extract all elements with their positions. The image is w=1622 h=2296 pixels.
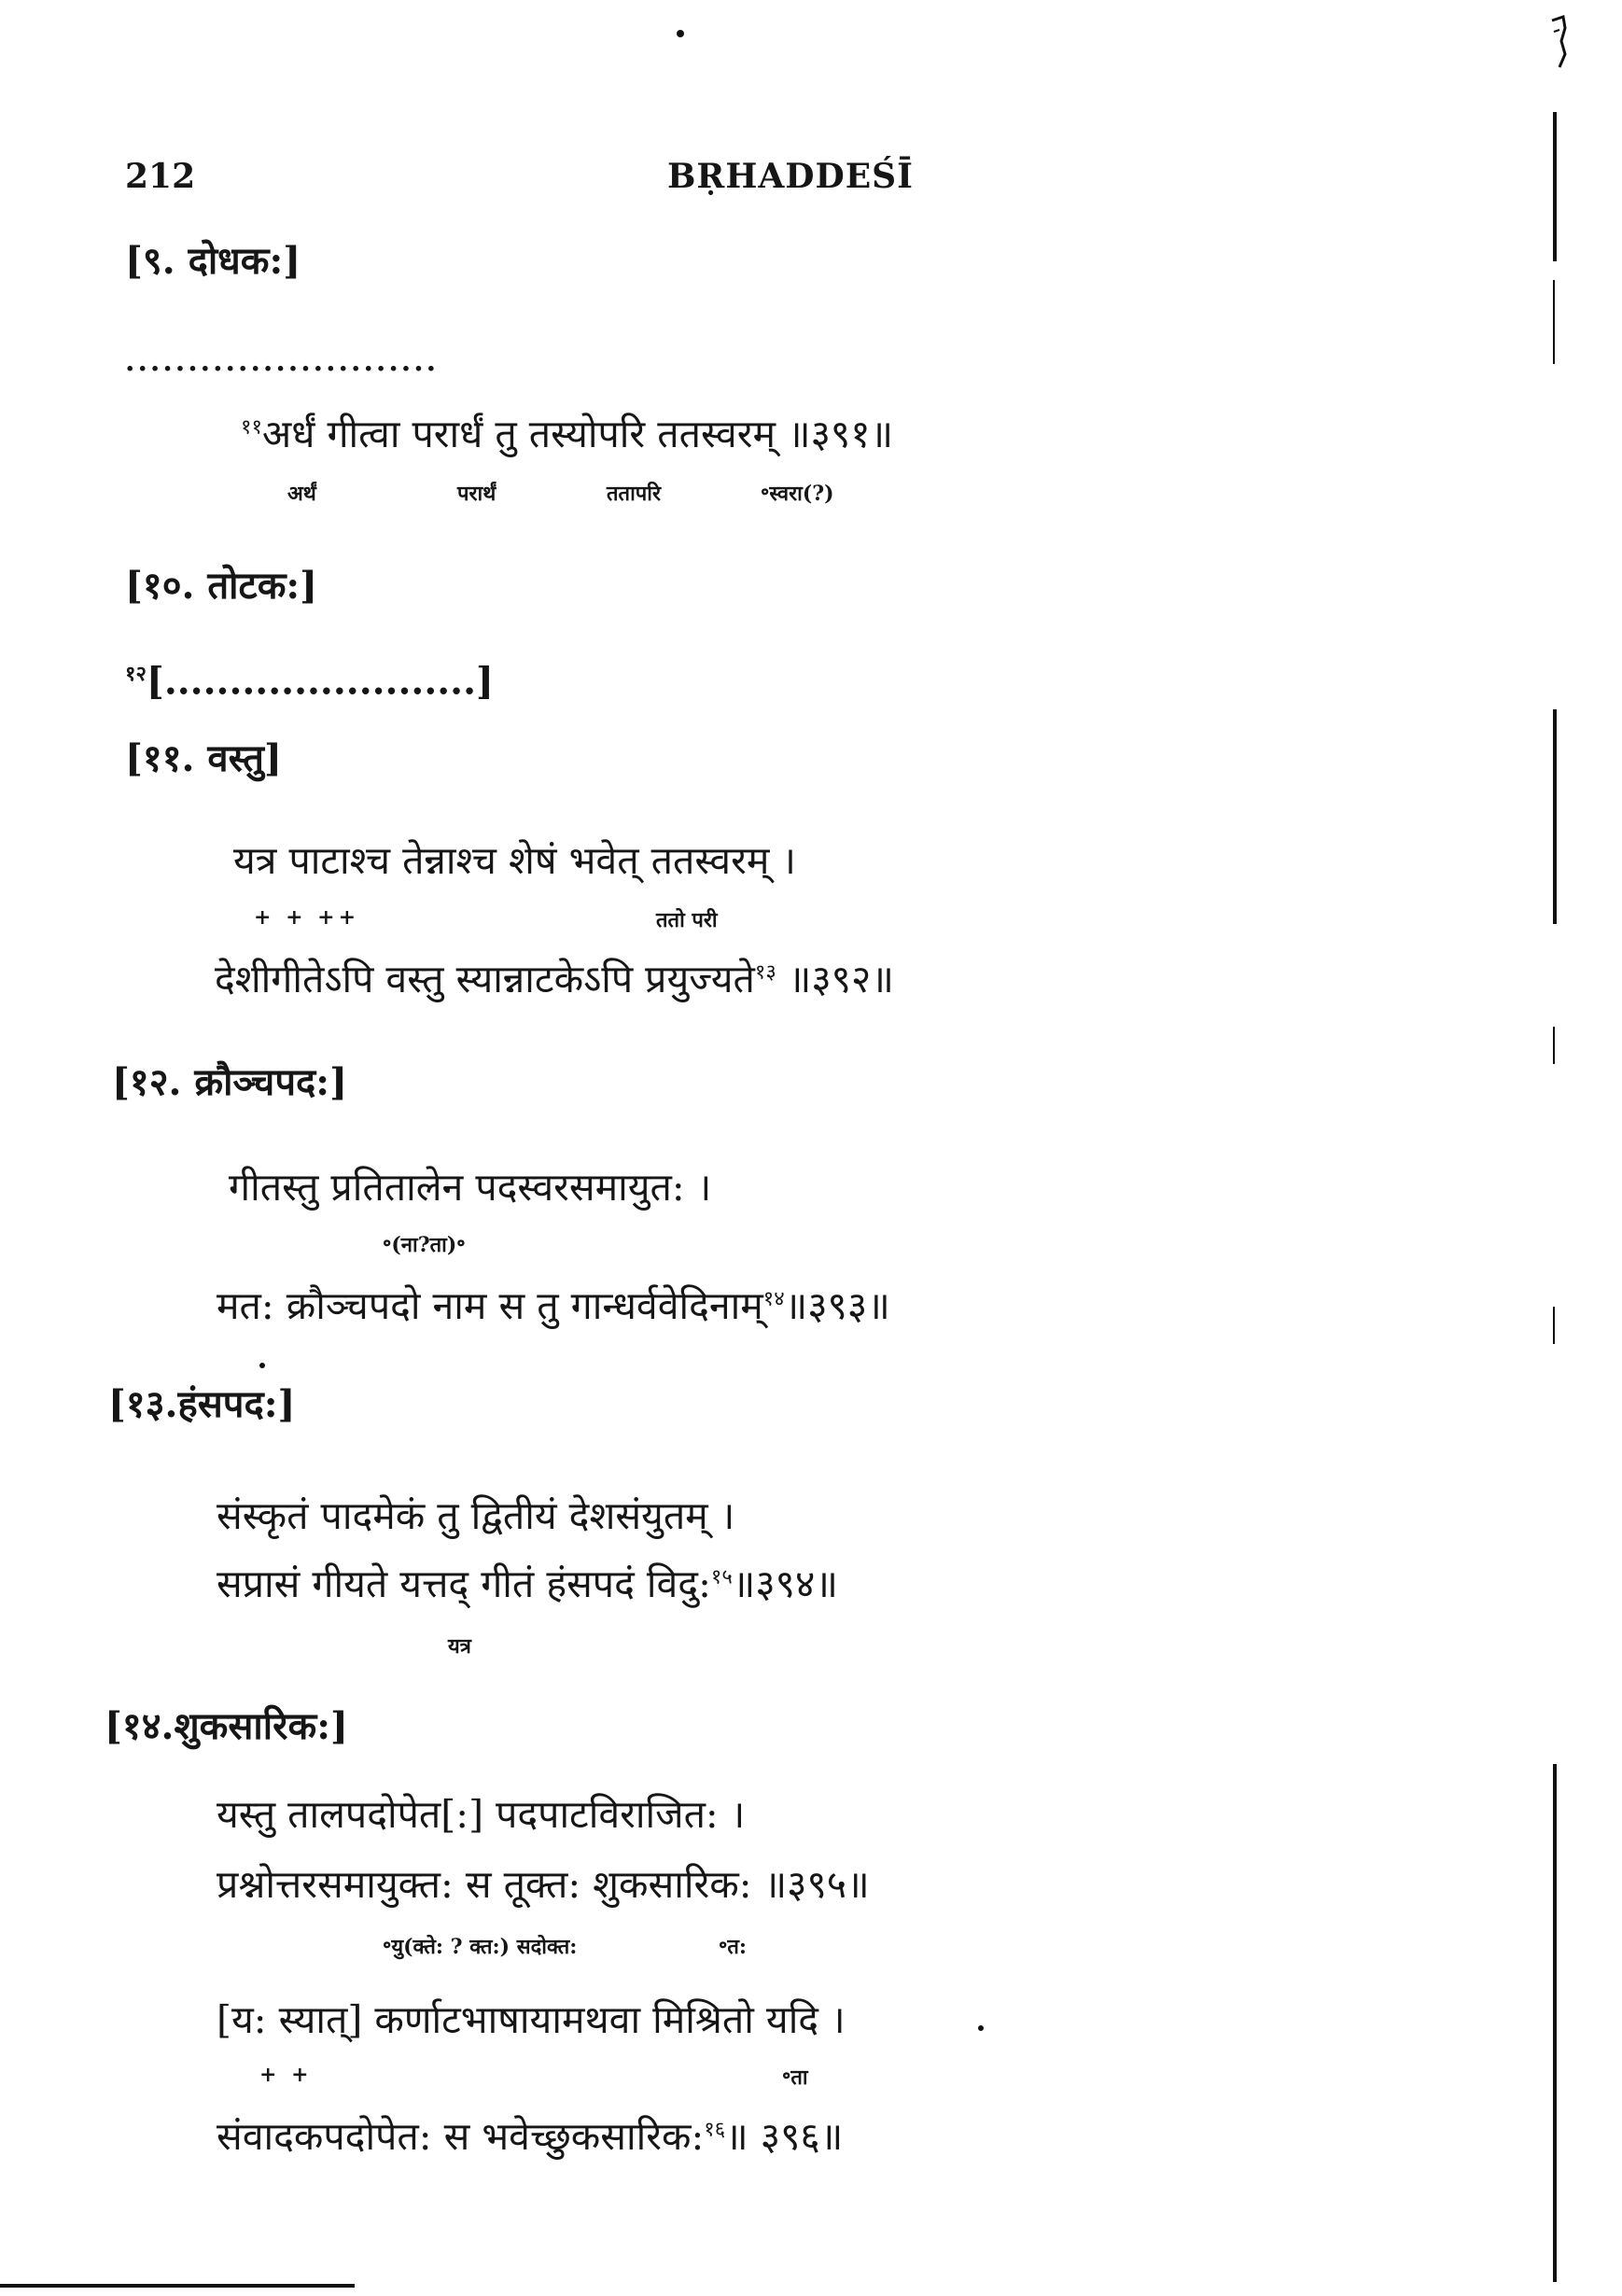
verse-text: मत: क्रौञ्चपदो नाम स तु गान्धर्ववेदिनाम्: [217, 1283, 763, 1328]
verse-396a: [य: स्यात्] कर्णाटभाषायामथवा मिश्रितो यदि ।: [217, 1997, 846, 2042]
lacuna-dots: .........................: [125, 345, 440, 378]
verse-391: [241, 407, 893, 459]
verse-number: ॥३९२॥: [776, 957, 894, 1001]
variant-note: यत्र: [448, 1634, 471, 1659]
verse-395b: प्रश्नोत्तरसमायुक्त: स तूक्त: शुकसारिक: ॥३९५॥: [217, 1862, 870, 1907]
verse-393b: [217, 1279, 890, 1331]
page-number: 212: [125, 157, 196, 196]
page-edge-rule: [1553, 280, 1555, 364]
section-heading-12: [१२. क्रौञ्चपद:]: [112, 1060, 347, 1104]
page-bottom-rule: [0, 2284, 355, 2288]
lacuna-line: [125, 659, 494, 703]
verse-394a: संस्कृतं पादमेकं तु द्वितीयं देशसंयुतम् ।: [217, 1493, 735, 1538]
variant-marks: + +: [259, 2063, 313, 2087]
verse-395a: यस्तु तालपदोपेत[:] पदपाटविराजित: ।: [217, 1792, 746, 1837]
page-edge-rule: [1553, 709, 1557, 924]
section-heading-11: [११. वस्तु]: [125, 736, 282, 780]
section-heading-9: [९. दोधक:]: [125, 239, 301, 283]
section-heading-13: [१३.हंसपद:]: [108, 1382, 296, 1426]
scan-speck: [259, 1363, 265, 1368]
footnote-marker: १५: [710, 1565, 733, 1589]
page-edge-rule: [1553, 1027, 1555, 1064]
lacuna-text: [........................]: [146, 659, 494, 704]
page-edge-rule: [1553, 1764, 1557, 2282]
scan-speck: [978, 2025, 984, 2031]
verse-394b: [217, 1557, 838, 1609]
scan-speck: [677, 30, 684, 37]
verse-number: ॥३९३॥: [784, 1283, 890, 1328]
variant-note: ॰त:: [719, 1935, 748, 1959]
page-edge-rule: [1553, 112, 1557, 261]
variant-note: ततो परी: [656, 908, 718, 932]
verse-392a: यत्र पाटाश्च तेन्नाश्च शेषं भवेत् ततस्वरम् ।: [233, 838, 796, 883]
edge-mark: [1545, 9, 1582, 84]
variant-note: ॰यु(क्ते: ? क्त:) सदोक्त:: [383, 1935, 578, 1959]
variant-note: ॰ता: [782, 2065, 808, 2090]
footnote-marker: १२: [125, 662, 147, 686]
variant-note: ॰स्वरा(?): [761, 482, 834, 506]
verse-396b: [217, 2109, 843, 2162]
variant-note: ततापरि: [607, 482, 661, 506]
verse-393a: गीतस्तु प्रतितालेन पदस्वरसमायुत: ।: [229, 1165, 712, 1210]
footnote-marker: ११: [241, 415, 262, 440]
variant-marks: + + ++: [254, 905, 360, 930]
running-title: BṚHADDEŚĪ: [667, 157, 915, 196]
footnote-marker: १६: [704, 2118, 726, 2142]
verse-number: ॥ ३९६॥: [725, 2114, 844, 2159]
footnote-marker: १४: [762, 1287, 785, 1311]
variant-note: अर्थं: [287, 482, 316, 506]
verse-number: ॥३९४॥: [732, 1561, 838, 1606]
section-heading-14: [१४.शुकसारिक:]: [105, 1704, 348, 1748]
verse-text: अर्धं गीत्वा परार्धं तु तस्योपरि ततस्वरम् ॥३९१॥: [261, 412, 894, 456]
verse-text: सप्रासं गीयते यत्तद् गीतं हंसपदं विदु:: [217, 1561, 711, 1606]
verse-392b: [215, 952, 894, 1004]
variant-note: परार्थं: [457, 482, 496, 506]
footnote-marker: १३: [754, 960, 776, 985]
section-heading-10: [१०. तोटक:]: [125, 564, 318, 608]
verse-text: देशीगीतेऽपि वस्तु स्यान्नाटकेऽपि प्रयुज्यते: [215, 957, 755, 1001]
page-edge-rule: [1553, 1307, 1555, 1344]
verse-text: संवादकपदोपेत: स भवेच्छुकसारिक:: [217, 2114, 705, 2159]
variant-note: ॰(ना?ता)॰: [383, 1233, 466, 1257]
